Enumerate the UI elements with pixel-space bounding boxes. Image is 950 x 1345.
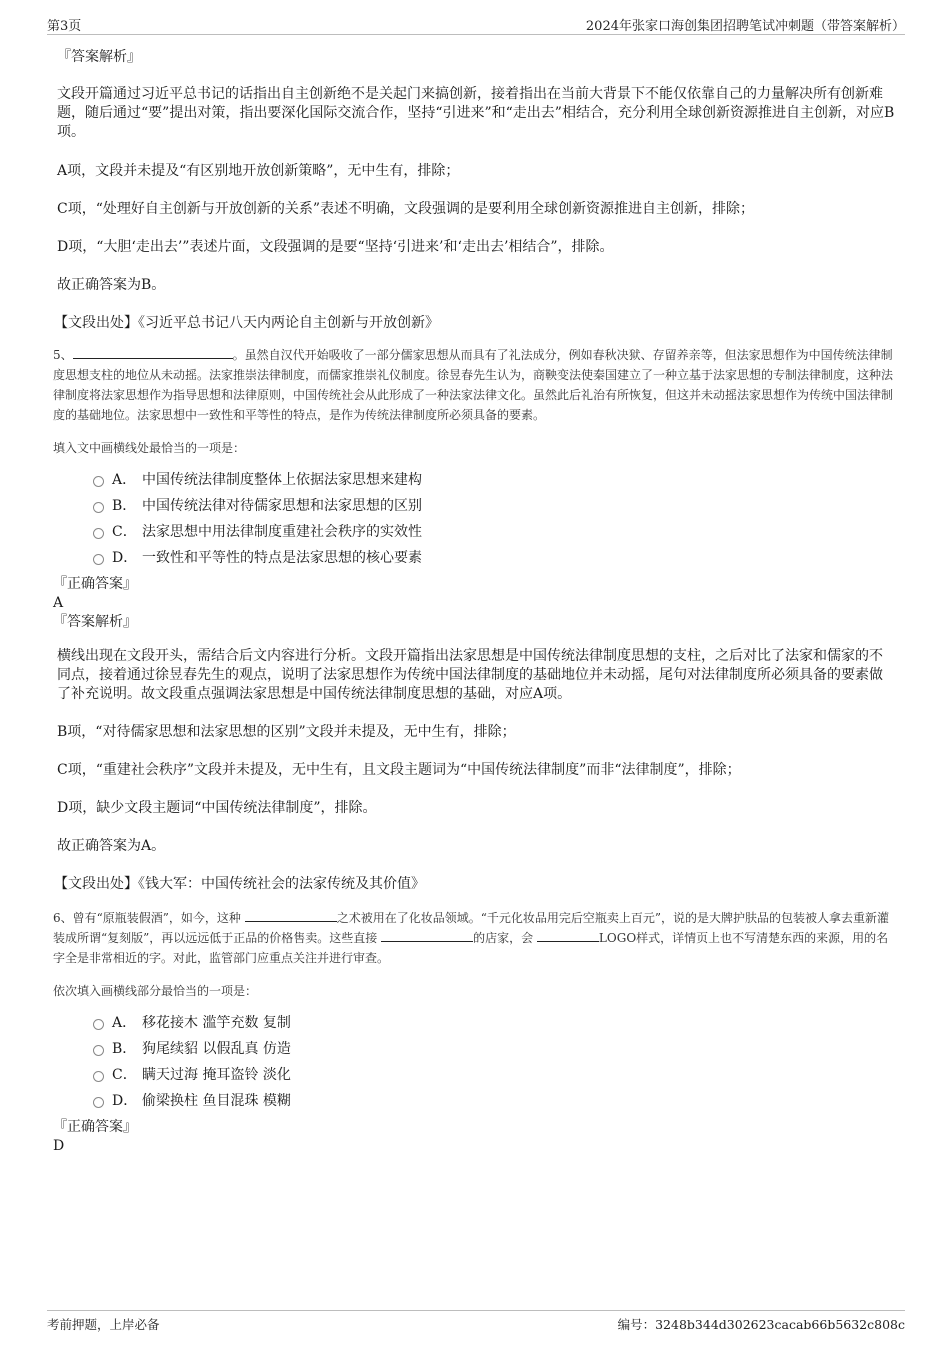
analysis-text: 文段开篇通过习近平总书记的话指出自主创新绝不是关起门来搞创新，接着指出在当前大背景下不能仅依靠自己的力量解决所有创新难题，随后通过“要”提出对策，指出要深化国际交流合作，坚持“引进来”和“走出去”相结合，充分利用全球创新资源推进自主创新，对应B项。 [57,86,895,140]
question-number: 5、 [53,348,73,362]
answer-value: A [53,595,64,611]
radio-icon[interactable] [93,476,104,487]
question-text: 6、曾有“原瓶装假酒”，如今，这种 之术被用在了化妆品领域。“千元化妆品用完后空瓶卖上百元”，说的是大牌护肤品的包装被人拿去重新灌装成所谓“复刻版”，再以远远低于正品的价格售卖。这些直接 的店家，会 LOGO样式，详情页上也不写清楚东西的来源，用的名字全是非常相近的字。对此，监管部门应重点关注并进行审查。 [53,911,890,965]
radio-icon[interactable] [93,554,104,565]
option-d[interactable]: D． 偷梁换柱 鱼目混珠 模糊 [53,1088,895,1114]
option-a[interactable]: A． 移花接木 滥竽充数 复制 [53,1010,895,1036]
answer-label: 『正确答案』 [53,1119,137,1135]
radio-icon[interactable] [93,528,104,539]
q5-section [53,345,895,632]
options-list [53,1010,895,1114]
radio-icon[interactable] [93,502,104,513]
source: 【文段出处】《钱大军：中国传统社会的法家传统及其价值》 [54,876,425,892]
option-note-c: C项，“处理好自主创新与开放创新的关系”表述不明确，文段强调的是要利用全球创新资源推进自主创新，排除； [57,201,755,217]
option-b[interactable]: B． 中国传统法律对待儒家思想和法家思想的区别 [53,493,895,519]
options-list [53,467,895,571]
radio-icon[interactable] [93,1097,104,1108]
radio-icon[interactable] [93,1019,104,1030]
q5-analysis [54,647,895,894]
answer-blank-1 [245,909,337,922]
answer-value: D [53,1138,65,1154]
source: 【文段出处】《习近平总书记八天内两论自主创新与开放创新》 [54,315,439,331]
option-note-a: A项，文段并未提及“有区别地开放创新策略”，无中生有，排除； [57,163,460,179]
footer-slogan: 考前押题，上岸必备 [47,1317,160,1332]
radio-icon[interactable] [93,1071,104,1082]
radio-icon[interactable] [93,1045,104,1056]
option-c[interactable]: C． 法家思想中用法律制度重建社会秩序的实效性 [53,519,895,545]
page-header [47,14,905,35]
q4-section [54,48,895,333]
q6-section [53,908,895,1156]
option-a[interactable]: A． 中国传统法律制度整体上依据法家思想来建构 [53,467,895,493]
option-b[interactable]: B． 狗尾续貂 以假乱真 仿造 [53,1036,895,1062]
question-prompt: 填入文中画横线处最恰当的一项是： [53,441,246,455]
option-note-d: D项，缺少文段主题词“中国传统法律制度”，排除。 [57,800,377,816]
option-note-d: D项，“大胆‘走出去’”表述片面，文段强调的是要“坚持‘引进来’和‘走出去’相结合”，排除。 [57,239,614,255]
page-content [53,44,895,1156]
analysis-label: 『答案解析』 [53,614,137,630]
option-d[interactable]: D． 一致性和平等性的特点是法家思想的核心要素 [53,545,895,571]
document-title: 2024年张家口海创集团招聘笔试冲刺题（带答案解析） [585,19,905,34]
option-note-b: B项，“对待儒家思想和法家思想的区别”文段并未提及，无中生有，排除； [57,724,516,740]
answer-blank [73,346,233,359]
answer-label: 『正确答案』 [53,576,137,592]
question-text [53,345,895,425]
conclusion: 故正确答案为A。 [57,838,166,854]
document-id: 编号：3248b344d302623cacab66b5632c808c [617,1317,905,1332]
analysis-text: 横线出现在文段开头，需结合后文内容进行分析。文段开篇指出法家思想是中国传统法律制度思想的支柱，之后对比了法家和儒家的不同点，接着通过徐昱春先生的观点，说明了法家思想作为传统中国法律制度的基础地位并未动摇，尾句对法律制度所必须具备的要素做了补充说明。故文段重点强调法家思想是中国传统法律制度思想的基础，对应A项。 [57,648,883,702]
answer-blank-3 [537,929,599,942]
option-c[interactable]: C． 瞒天过海 掩耳盗铃 淡化 [53,1062,895,1088]
option-note-c: C项，“重建社会秩序”文段并未提及，无中生有，且文段主题词为“中国传统法律制度”而非“法律制度”，排除； [57,762,741,778]
analysis-label: 『答案解析』 [57,49,141,65]
question-prompt: 依次填入画横线部分最恰当的一项是： [53,984,258,998]
page-footer [47,1310,905,1333]
question-body: 。虽然自汉代开始吸收了一部分儒家思想从而具有了礼法成分，例如春秋决狱、存留养亲等，但法家思想作为中国传统法律制度思想支柱的地位从未动摇。法家推崇法律制度，而儒家推崇礼仪制度。徐昱春先生认为，商鞅变法使秦国建立了一种立基于法家思想的专制法律制度，这种法律制度将法家思想作为指导思想和法律原则，中国传统社会从此形成了一种法家法律文化。虽然此后礼治有所恢复，但这并未动摇法家思想作为传统中国法律制度的基础地位。法家思想中一致性和平等性的特点，是作为传统法律制度所必须具备的要素。 [53,348,894,422]
conclusion: 故正确答案为B。 [57,277,166,293]
answer-blank-2 [381,929,473,942]
page-number: 第3页 [47,19,82,34]
